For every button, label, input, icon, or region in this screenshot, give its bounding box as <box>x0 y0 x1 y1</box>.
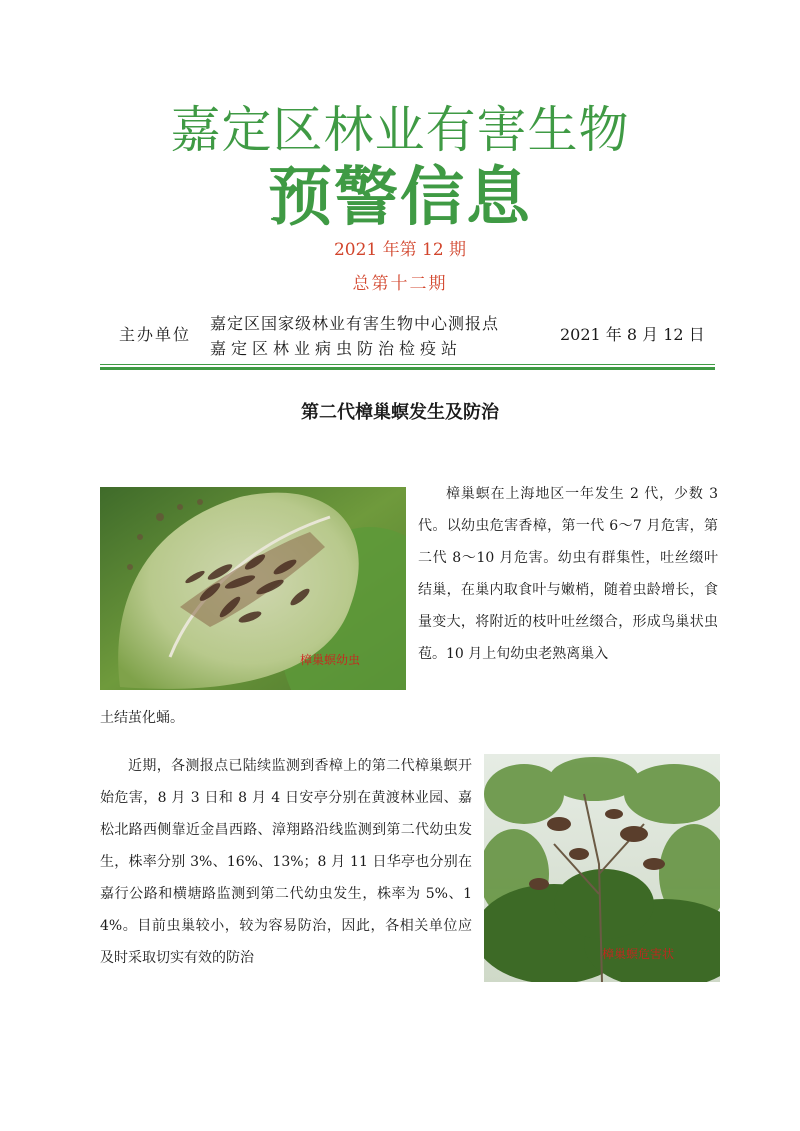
report-title-line1: 嘉定区林业有害生物 <box>170 101 630 159</box>
larva-photo-caption: 樟巢螟幼虫 <box>300 653 361 667</box>
issue-number: 2021 年第 12 期 <box>333 240 467 260</box>
paragraph-2: 近期，各测报点已陆续监测到香樟上的第二代樟巢螟开始危害，8 月 3 日和 8 月 4 日安亭分别在黄渡林业园、嘉松北路西侧靠近金昌西路、漳翔路沿线监测到第二代幼虫发生，株率分别 3%、16%、13%；8 月 11 日华亭也分别在嘉行公路和横塘路监测到第二代幼虫发生，株率为 5%、14%。目前虫巢较小，较为容易防治，因此，各相关单位应及时采取切实有效的防治 <box>100 758 472 966</box>
publication-date: 2021 年 8 月 12 日 <box>560 325 705 344</box>
host-label: 主办单位 <box>119 325 192 344</box>
nest-damage-photo-caption: 樟巢螟危害状 <box>602 947 675 961</box>
header-divider-thick <box>100 367 715 370</box>
issue-total: 总第十二期 <box>352 274 448 294</box>
report-title-line2: 预警信息 <box>268 161 532 235</box>
host-organization-2: 嘉定区林业病虫防治检疫站 <box>210 339 463 358</box>
larva-photo <box>100 487 406 690</box>
nest-damage-photo <box>484 754 720 982</box>
paragraph-1-continued: 土结茧化蛹。 <box>100 710 184 726</box>
larva-photo-illustration <box>100 487 406 690</box>
paragraph-1: 樟巢螟在上海地区一年发生 2 代，少数 3 代。以幼虫危害香樟，第一代 6～7 月危害，第二代 8～10 月危害。幼虫有群集性，吐丝缀叶结巢，在巢内取食叶与嫩梢，随着虫龄增长，食量变大，将附近的枝叶吐丝缀合，形成鸟巢状虫苞。10 月上旬幼虫老熟离巢入 <box>418 486 718 662</box>
article-title: 第二代樟巢螟发生及防治 <box>301 402 499 423</box>
host-organization-1: 嘉定区国家级林业有害生物中心测报点 <box>210 314 500 333</box>
header-divider-thin <box>100 364 715 365</box>
